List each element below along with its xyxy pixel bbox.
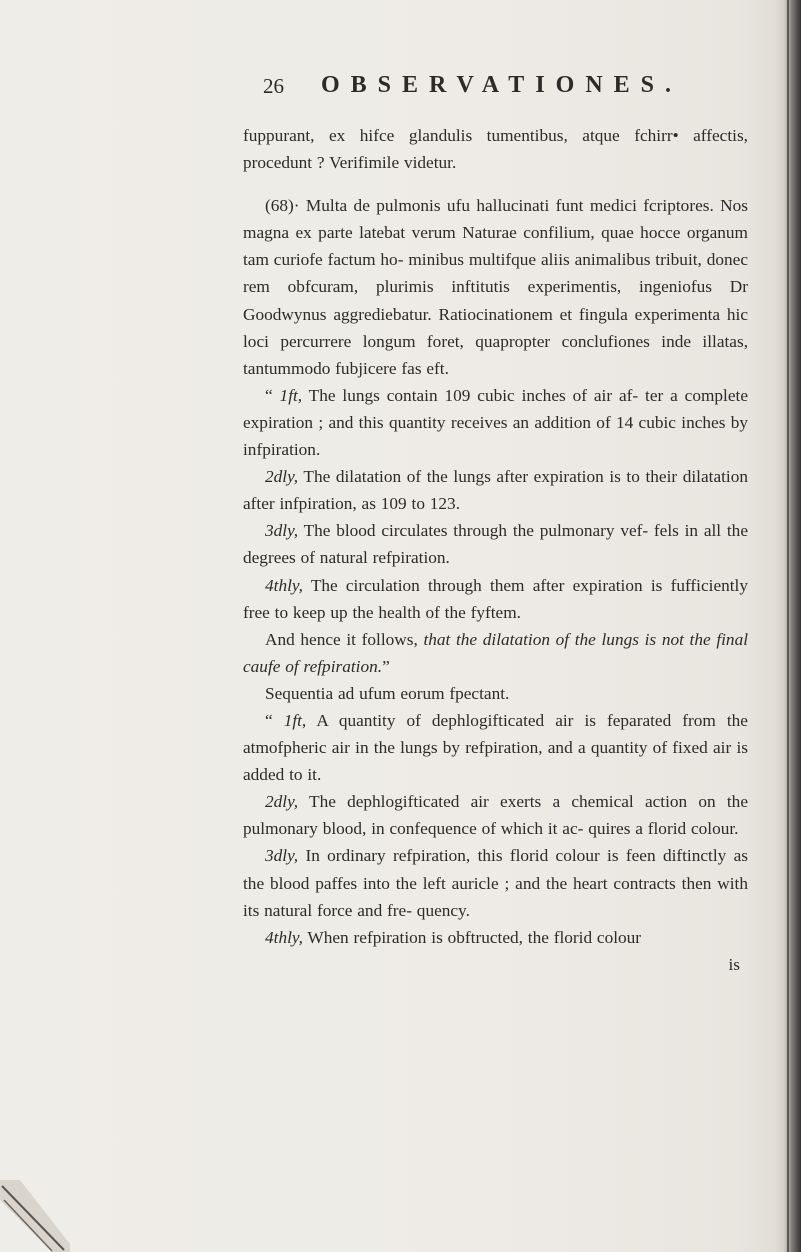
quote-1-item-4 bbox=[243, 572, 748, 626]
quote-mark: “ bbox=[265, 385, 280, 405]
text-line: The dilatation of the lungs after expiration is to bbox=[298, 467, 640, 487]
text-line: diftinctly as the blood paffes into the left auricle ; and bbox=[243, 846, 749, 893]
quote-mark: “ bbox=[265, 710, 284, 730]
text-line: A quantity of dephlogifticated air is feparated bbox=[306, 710, 672, 730]
opening-paragraph bbox=[243, 122, 748, 176]
text-line: When refpiration is obftructed, the florid colour bbox=[302, 927, 642, 947]
quote-2-item-3 bbox=[243, 842, 748, 923]
folded-corner-mark bbox=[0, 1180, 70, 1252]
text-line: fcriptores. Nos magna ex parte latebat verum Naturae bbox=[243, 196, 748, 243]
transition-line: Sequentia ad ufum eorum fpectant. bbox=[265, 683, 510, 703]
text-line: their dilatation after infpiration, as 109 to 123. bbox=[243, 467, 748, 514]
quote-1-conclusion bbox=[243, 626, 748, 680]
ordinal: 1ft, bbox=[283, 710, 307, 730]
text-line: affectis, procedunt ? Verifimile videtur. bbox=[243, 126, 748, 173]
text-line: The blood circulates through the pulmonary vef- bbox=[298, 521, 649, 541]
page-header bbox=[263, 72, 693, 104]
catchword: is bbox=[728, 954, 740, 974]
ordinal: 1ft, bbox=[279, 385, 303, 405]
text-line: on the pulmonary blood, in confequence of which it ac- bbox=[243, 792, 748, 839]
quote-1-item-3 bbox=[243, 517, 748, 571]
text-line: And hence it follows, bbox=[265, 629, 424, 649]
quote-mark: ” bbox=[382, 656, 390, 676]
emphasis: not the final caufe of refpiration. bbox=[243, 629, 749, 676]
text-line: The dephlogifticated air exerts a chemical action bbox=[298, 792, 688, 812]
text-line: The circulation through them after expiration is bbox=[302, 575, 663, 595]
text-line: quency. bbox=[416, 900, 470, 920]
text-line: the heart contracts then with its natural force and fre- bbox=[243, 873, 748, 920]
text-line: fufficiently free to keep up the health of the fyftem. bbox=[243, 575, 748, 622]
page-number: 26 bbox=[263, 74, 284, 98]
text-line: fuppurant, ex hifce glandulis tumentibus, atque fchirr• bbox=[243, 126, 679, 145]
text-line: fels in all the degrees of natural refpiration. bbox=[243, 521, 748, 568]
body-text bbox=[243, 122, 748, 978]
text-line: confilium, quae hocce organum tam curiofe factum ho- bbox=[243, 223, 748, 270]
text-line: The lungs contain 109 cubic inches of air af- bbox=[302, 385, 639, 405]
quote-2-item-4 bbox=[243, 924, 748, 951]
text-line: conclufiones inde illatas, tantummodo fubjicere fas eft. bbox=[243, 331, 749, 378]
text-line: (68)· Multa de pulmonis ufu hallucinati funt medici bbox=[265, 196, 637, 216]
quote-1-item-2 bbox=[243, 463, 748, 517]
text-line: from the atmofpheric air in the lungs by refpiration, and bbox=[243, 710, 748, 758]
ordinal: 2dly, bbox=[265, 467, 299, 487]
text-line: obfcuram, plurimis inftitutis experimentis, ingeniofus Dr bbox=[287, 277, 748, 297]
ordinal: 4thly, bbox=[265, 927, 303, 947]
text-line: quires a florid colour. bbox=[588, 819, 739, 839]
text-line: a quantity of fixed air is added to it. bbox=[243, 738, 748, 785]
ordinal: 4thly, bbox=[265, 575, 303, 595]
quote-2-item-1 bbox=[243, 707, 748, 788]
text-line: minibus multifque aliis animalibus tribuit, donec rem bbox=[243, 250, 748, 297]
ordinal: 2dly, bbox=[265, 792, 299, 812]
text-line: In ordinary refpiration, this florid colour is feen bbox=[298, 846, 656, 866]
quote-2-item-2 bbox=[243, 788, 748, 842]
quote-1-item-1 bbox=[243, 382, 748, 463]
ordinal: 3dly, bbox=[265, 846, 299, 866]
emphasis: that the dilatation of the lungs is bbox=[423, 629, 657, 649]
running-title: OBSERVATIONES. bbox=[321, 72, 683, 98]
text-line: Goodwynus aggrediebatur. Ratiocinationem et fingula bbox=[243, 304, 628, 324]
paragraph-68 bbox=[243, 192, 748, 382]
ordinal: 3dly, bbox=[265, 521, 299, 541]
page-edge-line bbox=[787, 0, 789, 1252]
text-line: ter a complete expiration ; and this quantity receives an bbox=[243, 385, 748, 432]
text-line: experimenta hic loci percurrere longum foret, quapropter bbox=[243, 304, 748, 351]
text-line: addition of 14 cubic inches by infpiration. bbox=[243, 412, 748, 460]
